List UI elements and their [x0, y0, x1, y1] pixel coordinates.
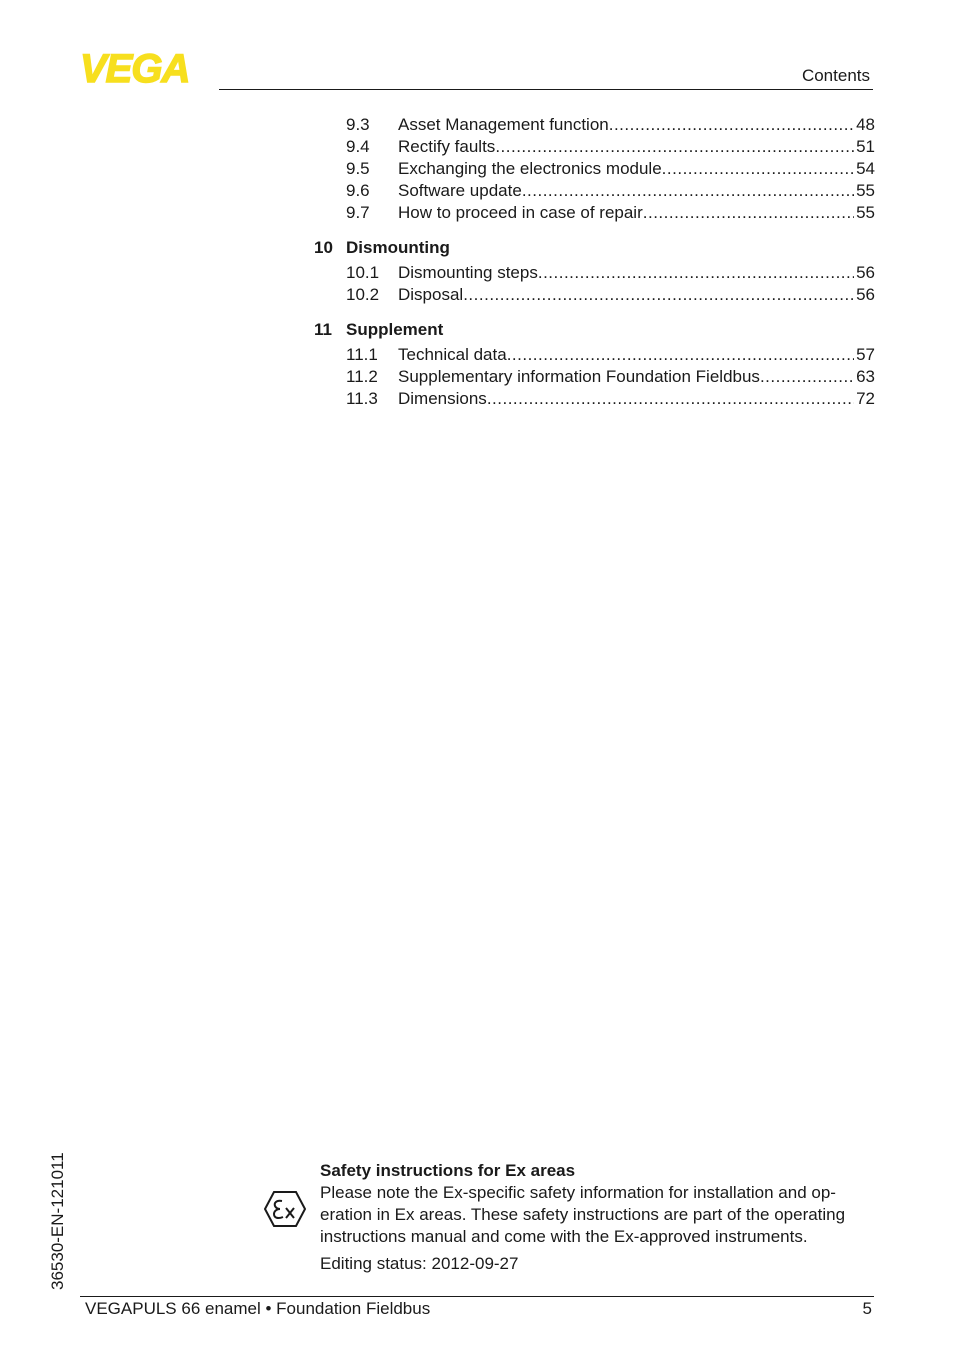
- footer-product: VEGAPULS 66 enamel • Foundation Fieldbus: [85, 1299, 431, 1318]
- safety-text-line: Please note the Ex-specific safety information for installation and op-: [320, 1183, 836, 1202]
- vega-logo: [80, 50, 212, 84]
- toc-continued-list: [314, 114, 875, 224]
- toc-leader-dots: [538, 262, 854, 284]
- toc-entry-title: Asset Management function: [398, 115, 609, 134]
- safety-text-line: instructions manual and come with the Ex-approved instruments.: [320, 1227, 808, 1246]
- toc-entry[interactable]: [314, 114, 875, 136]
- toc-leader-dots: [522, 180, 854, 202]
- toc-section-title: Supplement: [346, 320, 444, 339]
- safety-title: Safety instructions for Ex areas: [320, 1161, 576, 1180]
- toc-entry[interactable]: [314, 180, 875, 202]
- toc-entry-number: 11.1: [346, 345, 378, 364]
- toc-leader-dots: [487, 388, 854, 410]
- toc-entry-number: 10.2: [346, 285, 380, 304]
- toc-entry[interactable]: [314, 158, 875, 180]
- toc-entry[interactable]: [314, 136, 875, 158]
- toc-entry-number: 9.6: [346, 181, 370, 200]
- toc-entry-number: 9.4: [346, 137, 370, 156]
- svg-text:VEGA: VEGA: [80, 50, 190, 84]
- toc-leader-dots: [643, 202, 854, 224]
- toc-entry-page: 63: [856, 367, 875, 386]
- toc-entry-page: 55: [856, 181, 875, 200]
- toc-section-number: 11: [314, 320, 332, 339]
- toc-entry-title: Exchanging the electronics module: [398, 159, 662, 178]
- toc-entry-number: 9.3: [346, 115, 370, 134]
- toc-entry-page: 56: [856, 285, 875, 304]
- footer-rule: [80, 1296, 874, 1297]
- toc-section-title: Dismounting: [346, 238, 450, 257]
- toc-leader-dots: [463, 284, 854, 306]
- toc-entry-title: Supplementary information Foundation Fieldbus: [398, 367, 760, 386]
- toc-entry-page: 48: [856, 115, 875, 134]
- toc-leader-dots: [760, 366, 854, 388]
- toc-entry-page: 56: [856, 263, 875, 282]
- toc-entry-title: Software update: [398, 181, 522, 200]
- toc-leader-dots: [662, 158, 854, 180]
- toc-entry[interactable]: [314, 366, 875, 388]
- toc-entry[interactable]: [314, 262, 875, 284]
- toc-entry-number: 11.2: [346, 367, 378, 386]
- toc-leader-dots: [507, 344, 854, 366]
- toc-entry-page: 72: [856, 389, 875, 408]
- toc-entry[interactable]: [314, 344, 875, 366]
- toc-entry-title: How to proceed in case of repair: [398, 203, 643, 222]
- safety-text-line: eration in Ex areas. These safety instructions are part of the operating: [320, 1205, 846, 1224]
- toc-entry[interactable]: [314, 388, 875, 410]
- document-code: 36530-EN-121011: [48, 1152, 67, 1290]
- toc-entry-page: 51: [856, 137, 875, 156]
- toc-section-heading[interactable]: [314, 318, 875, 342]
- toc-entry-page: 57: [856, 345, 875, 364]
- toc-entry[interactable]: [314, 284, 875, 306]
- header-rule: [219, 89, 873, 90]
- toc-section-supplement: [314, 318, 875, 410]
- toc-entry-title: Rectify faults: [398, 137, 496, 156]
- toc-entry[interactable]: [314, 202, 875, 224]
- footer-page-number: 5: [862, 1299, 872, 1318]
- editing-status: Editing status: 2012-09-27: [320, 1254, 519, 1273]
- toc-entry-number: 9.7: [346, 203, 370, 222]
- toc-entry-number: 9.5: [346, 159, 370, 178]
- header-title: Contents: [801, 66, 870, 85]
- toc-entry-number: 11.3: [346, 389, 378, 408]
- toc-entry-page: 55: [856, 203, 875, 222]
- toc-entry-title: Dismounting steps: [398, 263, 538, 282]
- toc-entry-page: 54: [856, 159, 875, 178]
- toc-entry-title: Disposal: [398, 285, 464, 304]
- toc-section-number: 10: [314, 238, 333, 257]
- toc-entry-title: Technical data: [398, 345, 507, 364]
- ex-icon: [264, 1190, 306, 1228]
- toc-entry-title: Dimensions: [398, 389, 487, 408]
- toc-section-dismounting: [314, 236, 875, 306]
- toc-section-heading[interactable]: [314, 236, 875, 260]
- toc-entry-number: 10.1: [346, 263, 380, 282]
- toc-leader-dots: [495, 136, 854, 158]
- safety-instructions: [320, 1160, 876, 1248]
- toc-leader-dots: [609, 114, 854, 136]
- table-of-contents: [314, 114, 875, 410]
